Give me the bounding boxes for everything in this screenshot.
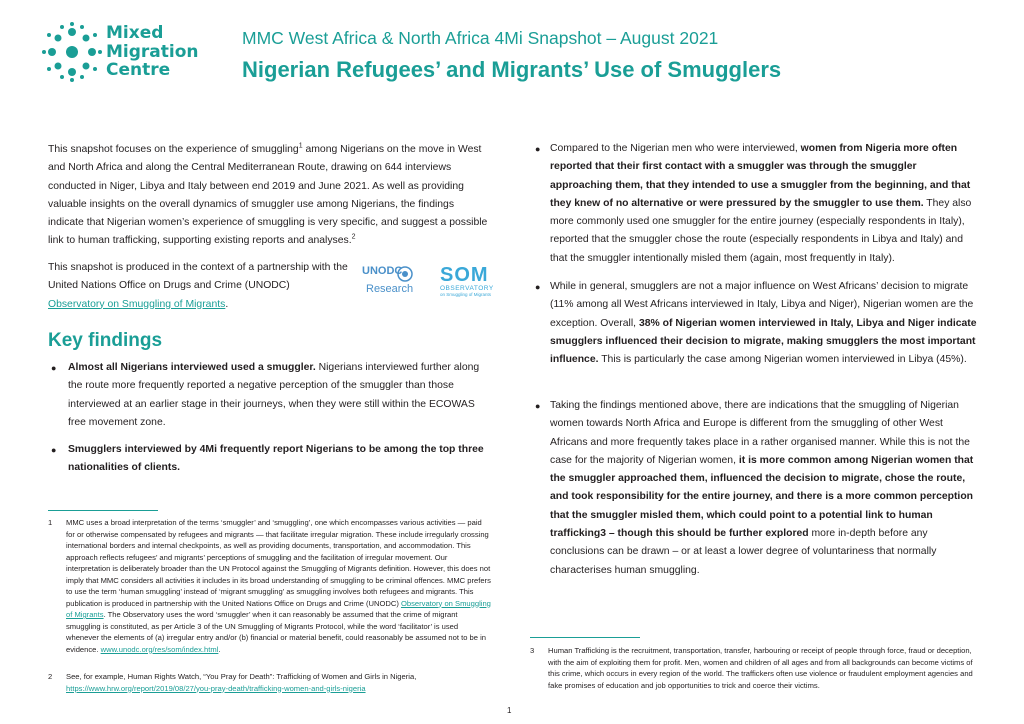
key-findings-heading: Key findings xyxy=(48,330,163,351)
bullet-icon: ● xyxy=(51,445,57,455)
footnote-2-text: See, for example, Human Rights Watch, “You Pray for Death”: Trafficking of Women and Girls in Nigeria, xyxy=(66,672,417,681)
footnote-3 xyxy=(548,645,984,691)
footnote-2 xyxy=(66,671,492,694)
key-finding-2-bold: Smugglers interviewed by 4Mi frequently report Nigerians to be among the top three nationalities of clients. xyxy=(68,444,484,474)
footnote-2-hrw-link[interactable]: https://www.hrw.org/report/2019/08/27/you-pray-death/trafficking-women-and-girls-nigeria xyxy=(66,683,366,693)
bullet-icon: ● xyxy=(51,363,57,373)
mmc-logo-icon xyxy=(42,22,102,82)
footnote-number-2: 2 xyxy=(48,672,53,681)
key-finding-1-text: Nigerians interviewed further along the route more frequently reported a negative perception of the smuggler than those interviewed at an earlier stage in their journeys, when they were still within the ECOWAS free movement zone. xyxy=(68,362,480,428)
right-finding-1-text-2: They also more commonly used one smuggler for the entire journey (especially respondents in Italy), reported that the smuggler chose the route (especially respondents in Libya and Italy) and that the smuggler intentionally misled them (again, most frequently in Italy). xyxy=(550,197,972,264)
som-label: SOM xyxy=(440,264,489,286)
som-observatory-link[interactable]: Observatory on Smuggling of Migrants xyxy=(48,298,226,310)
mmc-logo-text xyxy=(106,24,199,80)
footnote-divider xyxy=(48,510,158,511)
unodc-label: UNODC xyxy=(362,265,403,277)
right-finding-2 xyxy=(550,278,980,369)
key-finding-2 xyxy=(68,441,492,478)
footnote-ref-1[interactable]: 1 xyxy=(298,142,303,150)
intro-paragraph xyxy=(48,141,492,251)
bullet-icon: ● xyxy=(535,144,541,154)
som-observatory-label: OBSERVATORY xyxy=(440,285,494,292)
intro-text-2: among Nigerians on the move in West and North Africa and along the Central Mediterranean Route, drawing on 644 interviews conducted in Niger, Libya and Italy between end 2019 and June 2021. As well as providing valuable insights on the overall dynamics of smuggler use among Nigerians, the findings indicate that Nigerian women’s experience of smuggling is very specific, and suggest a possible link to human trafficking, supporting existing reports and analyses. xyxy=(48,144,488,247)
bullet-icon: ● xyxy=(535,282,541,292)
footnote-ref-2[interactable]: 2 xyxy=(351,234,356,242)
footnote-divider xyxy=(530,637,640,638)
partnership-text: This snapshot is produced in the context of a partnership with the United Nations Office on Drugs and Crime (UNODC) xyxy=(48,262,348,292)
footnote-1-text: MMC uses a broad interpretation of the terms ‘smuggler’ and ‘smuggling’, one which encompasses various activities — paid for or otherwise compensated by refugees and migrants — that facilitate irregular migration. These include irregularly crossing international borders and internal checkpoints, as well as providing documents, transportation, and accommodation. This approach reflects refugees’ and migrants’ perceptions of smuggling and the facilitation of irregular movement. Our interpretation is deliberately broader than the UN Protocol against the Smuggling of Migrants definition. However, this does not imply that MMC considers all activities it includes in its broad understanding of smuggling to be criminal offences. MMC prefers to use the term ‘human smuggling’ instead of ‘migrant smuggling’ as smuggling involves both refugees and migrants. This publication is produced in partnership with the United Nations Office on Drugs and Crime (UNODC) xyxy=(66,518,491,608)
som-logo xyxy=(440,265,500,309)
footnote-1-end: . xyxy=(218,644,221,654)
footnote-number-1: 1 xyxy=(48,518,53,527)
intro-text-1: This snapshot focuses on the experience of smuggling xyxy=(48,144,299,155)
footnote-1-unodc-link[interactable]: www.unodc.org/res/som/index.html xyxy=(100,644,219,654)
logo-line-2: Migration xyxy=(106,41,199,62)
logo-line-3: Centre xyxy=(106,60,171,80)
partnership-end: . xyxy=(225,298,229,310)
snapshot-subtitle: MMC West Africa & North Africa 4Mi Snapshot – August 2021 xyxy=(242,28,719,48)
som-tagline: on Smuggling of Migrants xyxy=(440,292,492,297)
footnote-1 xyxy=(66,517,492,655)
footnote-1-text-2: . The Observatory uses the word ‘smuggler’ when it can reasonably be assumed that the crime of migrant smuggling is constituted, as per Article 3 of the UN Smuggling of Migrants Protocol, while the word ‘facilitator’ is used whenever the elements of (a) irregular entry and/or (b) financial or material benefit, could reasonably be assumed not to be in evidence. xyxy=(66,610,486,654)
unodc-research-label: Research xyxy=(366,283,414,295)
right-finding-1-bold: women from Nigeria more often reported that their first contact with a smuggler was through the smuggler approaching them, that they intended to use a smuggler from the beginning, and that they knew of no alternative or were pressured by the smuggler to use them. xyxy=(550,143,971,209)
page-title: Nigerian Refugees’ and Migrants’ Use of Smugglers xyxy=(242,57,782,82)
footnote-number-3: 3 xyxy=(530,646,535,655)
key-finding-1-bold: Almost all Nigerians interviewed used a smuggler. xyxy=(68,362,316,373)
right-finding-3 xyxy=(550,397,980,580)
key-finding-1 xyxy=(68,359,492,432)
footnote-1-som-link[interactable]: Observatory on Smuggling of Migrants xyxy=(66,598,491,619)
right-finding-2-text: While in general, smugglers are not a major influence on West Africans’ decision to migrate (11% among all West Africans interviewed in Italy, Libya and Niger), Nigerian women are the exception. Overall, xyxy=(550,281,974,329)
bullet-icon: ● xyxy=(535,401,541,411)
right-finding-3-text-2: more in-depth before any conclusions can be drawn – or at least a lower degree of voluntariness that normally characterises human smuggling. xyxy=(550,528,937,576)
partnership-paragraph xyxy=(48,259,348,314)
right-finding-3-bold: it is more common among Nigerian women that the smuggler approached them, influenced the decision to migrate, chose the route, and took responsibility for the entire journey, and there is a more common perception that the smuggler misled them, which could point to a potential link to human trafficking3 – though this should be further explored xyxy=(550,454,974,540)
page-number: 1 xyxy=(507,706,512,715)
logo-line-1: Mixed xyxy=(106,23,164,43)
right-finding-3-text: Taking the findings mentioned above, there are indications that the smuggling of Nigerian women towards North Africa and Europe is different from the smuggling of other West Africans and more frequently takes place in a rather organised manner. While this is not the case for the majority of Nigerian women, xyxy=(550,400,970,466)
footnote-3-text: Human Trafficking is the recruitment, transportation, transfer, harbouring or receipt of people through force, fraud or deception, with the aim of exploiting them for profit. Men, women and children of all ages and from all backgrounds can become victims of this crime, which occurs in every region of the world. The traffickers often use violence or fraudulent employment agencies and fake promises of education and job opportunities to trick and coerce their victims. xyxy=(548,646,973,690)
right-finding-2-text-2: This is particularly the case among Nigerian women interviewed in Libya (45%). xyxy=(598,354,967,366)
right-finding-2-bold: 38% of Nigerian women interviewed in Italy, Libya and Niger indicate smugglers influenced their decision to migrate, making smugglers the most important influence. xyxy=(550,317,977,366)
unodc-logo xyxy=(362,265,432,305)
right-finding-1-text: Compared to the Nigerian men who were interviewed, xyxy=(550,143,801,154)
right-finding-1 xyxy=(550,140,980,268)
